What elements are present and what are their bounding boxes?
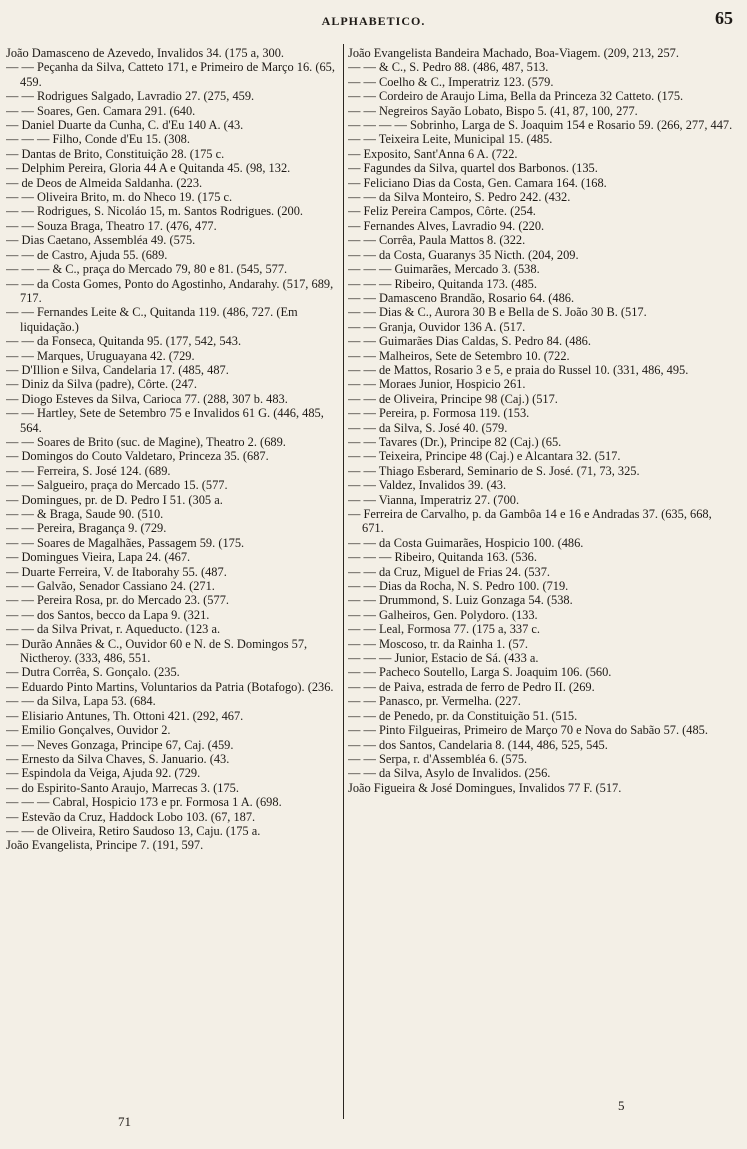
- directory-entry: João Damasceno de Azevedo, Invalidos 34. (175 a, 300.: [6, 46, 285, 60]
- directory-entry: — — Teixeira, Principe 48 (Caj.) e Alcantara 32. (517.: [348, 449, 621, 464]
- directory-entry: — — & C., S. Pedro 88. (486, 487, 513.: [348, 60, 549, 75]
- directory-entry: — — Valdez, Invalidos 39. (43.: [348, 478, 507, 493]
- directory-entry: — — Galheiros, Gen. Polydoro. (133.: [348, 607, 538, 622]
- directory-entry: — — dos Santos, becco da Lapa 9. (321.: [6, 607, 210, 622]
- directory-entry: — — Peçanha da Silva, Catteto 171, e Primeiro de Março 16. (65, 459.: [6, 60, 335, 89]
- directory-entry: — Exposito, Sant'Anna 6 A. (722.: [348, 146, 518, 161]
- directory-entry: — Diogo Esteves da Silva, Carioca 77. (288, 307 b. 483.: [6, 391, 288, 406]
- directory-entry: João Figueira & José Domingues, Invalidos 77 F. (517.: [348, 780, 622, 795]
- directory-entry: — — Moscoso, tr. da Rainha 1. (57.: [348, 636, 528, 651]
- directory-entry: — — Coelho & C., Imperatriz 123. (579.: [348, 74, 554, 89]
- directory-entry: — Emilio Gonçalves, Ouvidor 2.: [6, 723, 171, 738]
- directory-entry: — — Pinto Filgueiras, Primeiro de Março 70 e Nova do Sabão 57. (485.: [348, 723, 708, 738]
- directory-entry: — — da Costa Guimarães, Hospicio 100. (486.: [348, 535, 584, 550]
- directory-entry: — — da Silva Privat, r. Aqueducto. (123 a.: [6, 622, 221, 637]
- directory-entry: — — de Oliveira, Principe 98 (Caj.) (517.: [348, 391, 558, 406]
- directory-entry: — Durão Annães & C., Ouvidor 60 e N. de S. Domingos 57, Nictheroy. (333, 486, 551.: [6, 636, 308, 666]
- directory-entry: — — Soares, Gen. Camara 291. (640.: [6, 103, 196, 118]
- directory-entry: — Feliciano Dias da Costa, Gen. Camara 164. (168.: [348, 175, 607, 190]
- directory-entry: — — dos Santos, Candelaria 8. (144, 486, 525, 545.: [348, 737, 608, 752]
- page-number: 65: [715, 8, 733, 28]
- directory-entry: — — Dias da Rocha, N. S. Pedro 100. (719.: [348, 579, 569, 594]
- directory-entry: — — Rodrigues, S. Nicoláo 15, m. Santos Rodrigues. (200.: [6, 204, 304, 219]
- directory-entry: — — Tavares (Dr.), Principe 82 (Caj.) (65.: [348, 434, 562, 449]
- directory-entry: — Fernandes Alves, Lavradio 94. (220.: [348, 218, 545, 233]
- directory-entry: — — Fernandes Leite & C., Quitanda 119. (486, 727. (Em liquidação.): [6, 305, 298, 334]
- directory-entry: — Domingues, pr. de D. Pedro I 51. (305 a.: [6, 492, 223, 507]
- directory-entry: — — Corrêa, Paula Mattos 8. (322.: [348, 233, 526, 248]
- directory-entry: — — de Oliveira, Retiro Saudoso 13, Caju. (175 a.: [6, 823, 261, 838]
- directory-entry: — — Granja, Ouvidor 136 A. (517.: [348, 319, 526, 334]
- right-column: [348, 46, 736, 1106]
- directory-entry: — Ferreira de Carvalho, p. da Gambôa 14 e 16 e Andradas 37. (635, 668, 671.: [348, 507, 712, 536]
- directory-entry: — Delphim Pereira, Gloria 44 A e Quitanda 45. (98, 132.: [6, 161, 291, 176]
- signature-mark-right: 5: [618, 1098, 625, 1113]
- directory-entry: — Espindola da Veiga, Ajuda 92. (729.: [6, 766, 201, 781]
- directory-entry: — — Negreiros Sayão Lobato, Bispo 5. (41, 87, 100, 277.: [348, 103, 638, 118]
- directory-entry: — — de Paiva, estrada de ferro de Pedro II. (269.: [348, 679, 595, 694]
- directory-entry: — — da Fonseca, Quitanda 95. (177, 542, 543.: [6, 334, 242, 349]
- directory-entry: — — Serpa, r. d'Assembléa 6. (575.: [348, 751, 528, 766]
- directory-entry: — Domingues Vieira, Lapa 24. (467.: [6, 550, 191, 565]
- column-divider: [343, 44, 344, 1119]
- directory-entry: — Duarte Ferreira, V. de Itaborahy 55. (487.: [6, 564, 227, 579]
- directory-entry: — — Pereira, Bragança 9. (729.: [6, 521, 167, 536]
- signature-mark-left: 71: [118, 1114, 131, 1129]
- directory-entry: — — Guimarães Dias Caldas, S. Pedro 84. (486.: [348, 334, 591, 349]
- directory-entry: — — Pereira Rosa, pr. do Mercado 23. (577.: [6, 593, 229, 608]
- directory-entry: — — — & C., praça do Mercado 79, 80 e 81. (545, 577.: [6, 262, 288, 277]
- directory-entry: — Dantas de Brito, Constituição 28. (175 c.: [6, 146, 225, 161]
- directory-entry: — — Cordeiro de Araujo Lima, Bella da Princeza 32 Catteto. (175.: [348, 89, 684, 104]
- directory-entry: — — — — Sobrinho, Larga de S. Joaquim 154 e Rosario 59. (266, 277, 447.: [348, 118, 733, 133]
- directory-entry: — — Panasco, pr. Vermelha. (227.: [348, 694, 521, 709]
- directory-entry: — — — Ribeiro, Quitanda 163. (536.: [348, 550, 537, 565]
- directory-entry: — — Pacheco Soutello, Larga S. Joaquim 106. (560.: [348, 665, 612, 680]
- directory-entry: — Eduardo Pinto Martins, Voluntarios da Patria (Botafogo). (236.: [6, 679, 334, 694]
- directory-entry: — — — Filho, Conde d'Eu 15. (308.: [6, 132, 190, 147]
- page-header: [0, 6, 747, 30]
- directory-entry: — — de Mattos, Rosario 3 e 5, e praia do Russel 10. (331, 486, 495.: [348, 362, 689, 377]
- directory-entry: — — de Castro, Ajuda 55. (689.: [6, 247, 168, 262]
- directory-entry: — — Thiago Esberard, Seminario de S. José. (71, 73, 325.: [348, 463, 640, 478]
- directory-entry: — Feliz Pereira Campos, Côrte. (254.: [348, 204, 536, 219]
- directory-entry: — — da Silva Monteiro, S. Pedro 242. (432.: [348, 190, 571, 205]
- directory-entry: — — — Junior, Estacio de Sá. (433 a.: [348, 651, 539, 666]
- directory-entry: — — da Silva, S. José 40. (579.: [348, 420, 508, 435]
- directory-entry: — — Drummond, S. Luiz Gonzaga 54. (538.: [348, 593, 573, 608]
- directory-entry: — — Rodrigues Salgado, Lavradio 27. (275, 459.: [6, 89, 255, 104]
- directory-entry: — — Vianna, Imperatriz 27. (700.: [348, 492, 520, 507]
- directory-entry: — — — Cabral, Hospicio 173 e pr. Formosa 1 A. (698.: [6, 795, 282, 810]
- directory-entry: João Evangelista, Principe 7. (191, 597.: [6, 838, 204, 853]
- directory-entry: — — Moraes Junior, Hospicio 261.: [348, 377, 526, 392]
- directory-entry: — — — Ribeiro, Quitanda 173. (485.: [348, 276, 537, 291]
- directory-entry: João Evangelista Bandeira Machado, Boa-Viagem. (209, 213, 257.: [348, 46, 679, 60]
- directory-entry: — — Teixeira Leite, Municipal 15. (485.: [348, 132, 553, 147]
- directory-entry: — Estevão da Cruz, Haddock Lobo 103. (67, 187.: [6, 809, 256, 824]
- directory-entry: — — Hartley, Sete de Setembro 75 e Invalidos 61 G. (446, 485, 564.: [6, 406, 324, 435]
- directory-entry: — — da Silva, Lapa 53. (684.: [6, 694, 156, 709]
- running-title: ALPHABETICO.: [321, 14, 426, 28]
- directory-entry: — — da Costa Gomes, Ponto do Agostinho, Andarahy. (517, 689, 717.: [6, 276, 334, 305]
- directory-entry: — — — Guimarães, Mercado 3. (538.: [348, 262, 540, 277]
- directory-entry: — — Ferreira, S. José 124. (689.: [6, 463, 171, 478]
- directory-entry: — — Soares de Magalhães, Passagem 59. (175.: [6, 535, 245, 550]
- directory-entry: — Daniel Duarte da Cunha, C. d'Eu 140 A. (43.: [6, 118, 244, 133]
- directory-entry: — Fagundes da Silva, quartel dos Barbonos. (135.: [348, 161, 598, 176]
- directory-entry: — — de Penedo, pr. da Constituição 51. (515.: [348, 708, 578, 723]
- directory-entry: — — Neves Gonzaga, Principe 67, Caj. (459.: [6, 737, 234, 752]
- directory-entry: — Domingos do Couto Valdetaro, Princeza 35. (687.: [6, 449, 269, 464]
- directory-entry: — — Soares de Brito (suc. de Magine), Theatro 2. (689.: [6, 434, 286, 449]
- directory-entry: — — Oliveira Brito, m. do Nheco 19. (175 c.: [6, 190, 233, 205]
- directory-entry: — Dias Caetano, Assembléa 49. (575.: [6, 233, 196, 248]
- directory-entry: — — Pereira, p. Formosa 119. (153.: [348, 406, 530, 421]
- directory-entry: — — da Costa, Guaranys 35 Nicth. (204, 209.: [348, 247, 579, 262]
- directory-entry: — — da Cruz, Miguel de Frias 24. (537.: [348, 564, 551, 579]
- directory-entry: — — Salgueiro, praça do Mercado 15. (577.: [6, 478, 228, 493]
- directory-entry: — — Marques, Uruguayana 42. (729.: [6, 348, 195, 363]
- directory-entry: — — Souza Braga, Theatro 17. (476, 477.: [6, 218, 217, 233]
- directory-entry: — de Deos de Almeida Saldanha. (223.: [6, 175, 203, 190]
- directory-entry: — Dutra Corrêa, S. Gonçalo. (235.: [6, 665, 180, 680]
- directory-entry: — D'Illion e Silva, Candelaria 17. (485, 487.: [6, 362, 229, 377]
- directory-entry: — — Galvão, Senador Cassiano 24. (271.: [6, 579, 215, 594]
- directory-entry: — — Malheiros, Sete de Setembro 10. (722.: [348, 348, 570, 363]
- left-column: [6, 46, 342, 1106]
- directory-entry: — — da Silva, Asylo de Invalidos. (256.: [348, 766, 551, 781]
- directory-entry: — — Dias & C., Aurora 30 B e Bella de S. João 30 B. (517.: [348, 305, 647, 320]
- directory-entry: — — & Braga, Saude 90. (510.: [6, 507, 164, 521]
- directory-entry: — Ernesto da Silva Chaves, S. Januario. (43.: [6, 751, 230, 766]
- directory-entry: — Elisiario Antunes, Th. Ottoni 421. (292, 467.: [6, 708, 244, 723]
- directory-entry: — — Damasceno Brandão, Rosario 64. (486.: [348, 290, 575, 305]
- directory-entry: — Diniz da Silva (padre), Côrte. (247.: [6, 377, 197, 392]
- directory-entry: — do Espirito-Santo Araujo, Marrecas 3. (175.: [6, 780, 239, 795]
- directory-entry: — — Leal, Formosa 77. (175 a, 337 c.: [348, 622, 541, 637]
